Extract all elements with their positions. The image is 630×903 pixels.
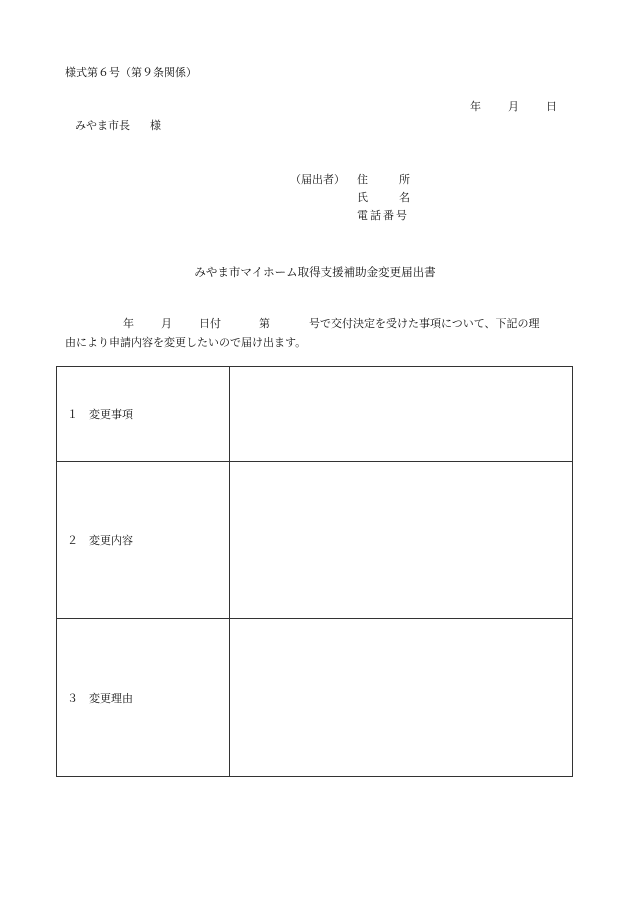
notifier-phone-label: 電話番号 (357, 209, 409, 222)
table-row (57, 619, 573, 777)
body-dai: 第 (259, 317, 270, 330)
name-label-char-2: 名 (399, 191, 410, 204)
change-item-field[interactable] (230, 367, 573, 462)
date-day-label: 日 (546, 100, 557, 113)
body-text-line-1 (65, 315, 540, 331)
body-rest: 号で交付決定を受けた事項について、下記の理 (309, 317, 540, 330)
table-row (57, 462, 573, 619)
table-label-cell (57, 619, 230, 777)
addressee-honorific: 様 (150, 119, 161, 132)
body-month: 月 (161, 317, 172, 330)
notifier-name-label (357, 189, 410, 205)
date-line (470, 98, 557, 114)
table-label-cell (57, 462, 230, 619)
table-label-cell (57, 367, 230, 462)
addressee-name: みやま市長 (75, 119, 130, 132)
addressee (75, 117, 161, 133)
row-number: ２ (67, 534, 78, 547)
change-table (56, 366, 573, 777)
date-month-label: 月 (508, 100, 519, 113)
date-year-label: 年 (470, 100, 481, 113)
form-number: 様式第６号（第９条関係） (65, 66, 197, 79)
table-row (57, 367, 573, 462)
body-day: 日付 (199, 317, 221, 330)
address-label-char-1: 住 (357, 173, 368, 186)
body-text-line-2: 由により申請内容を変更したいので届け出ます。 (65, 336, 307, 349)
row-label: 変更理由 (89, 691, 133, 705)
row-label: 変更事項 (89, 408, 133, 421)
change-content-field[interactable] (230, 462, 573, 619)
document-title: みやま市マイホーム取得支援補助金変更届出書 (194, 265, 436, 279)
address-label-char-2: 所 (399, 173, 410, 186)
name-label-char-1: 氏 (357, 191, 368, 204)
row-number: ３ (67, 691, 78, 705)
notifier-address-label (357, 171, 410, 187)
row-label: 変更内容 (89, 534, 133, 547)
notifier-label: （届出者） (290, 173, 345, 186)
change-reason-field[interactable] (230, 619, 573, 777)
row-number: １ (67, 408, 78, 421)
body-year: 年 (123, 317, 134, 330)
